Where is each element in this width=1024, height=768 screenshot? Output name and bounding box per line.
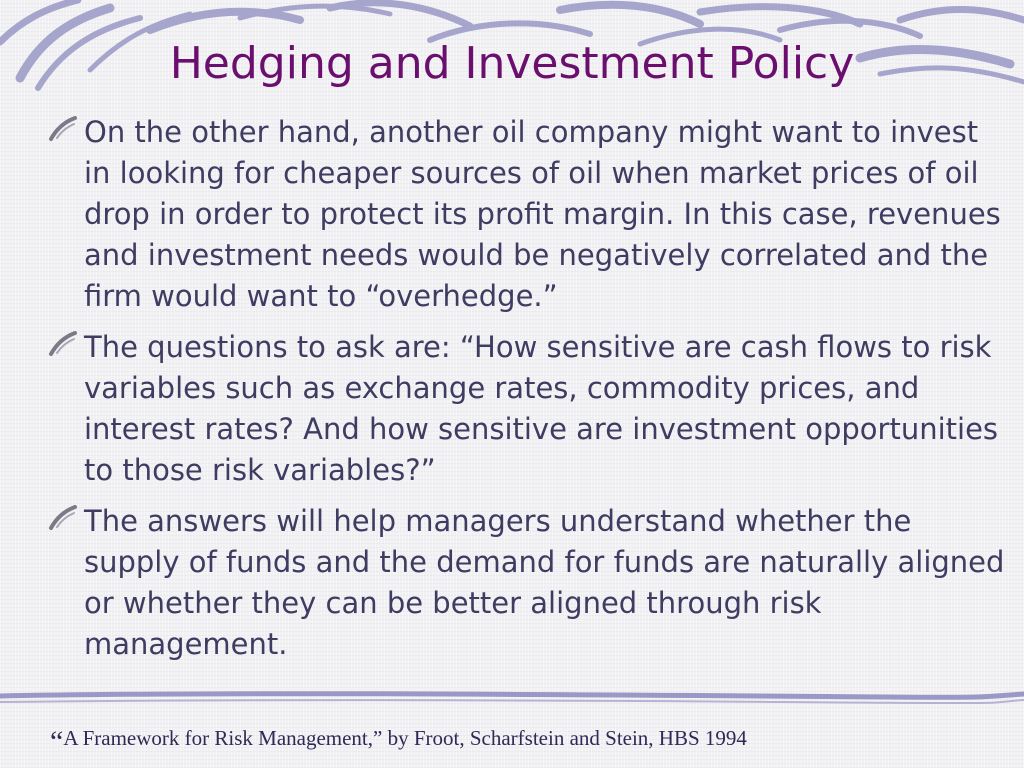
decorative-divider-line: [0, 686, 1024, 710]
bullet-item: [48, 501, 1008, 665]
bullet-list: [48, 112, 1008, 675]
bullet-text: The questions to ask are: “How sensitive are cash flows to risk variables such as exchange rates, commodity prices, and interest rates? And how sensitive are investment opportunities to those risk variables?”: [84, 330, 999, 487]
feather-bullet-icon: [48, 116, 78, 142]
bullet-item: [48, 112, 1008, 317]
citation-open-quote: “: [50, 725, 64, 758]
slide-title: Hedging and Investment Policy: [169, 38, 855, 89]
feather-bullet-icon: [48, 505, 78, 531]
citation-footer: [50, 722, 1010, 758]
feather-bullet-icon: [48, 331, 78, 357]
bullet-text: On the other hand, another oil company might want to invest in looking for cheaper sources of oil when market prices of oil drop in order to protect its profit margin. In this case, revenues and investment needs would be negatively correlated and the firm would want to “overhedge.”: [84, 115, 1001, 313]
bullet-text: The answers will help managers understand whether the supply of funds and the demand for funds are naturally aligned or whether they can be better aligned through risk management.: [84, 504, 1005, 661]
bullet-item: [48, 327, 1008, 491]
citation-text: A Framework for Risk Management,” by Froot, Scharfstein and Stein, HBS 1994: [63, 726, 747, 750]
